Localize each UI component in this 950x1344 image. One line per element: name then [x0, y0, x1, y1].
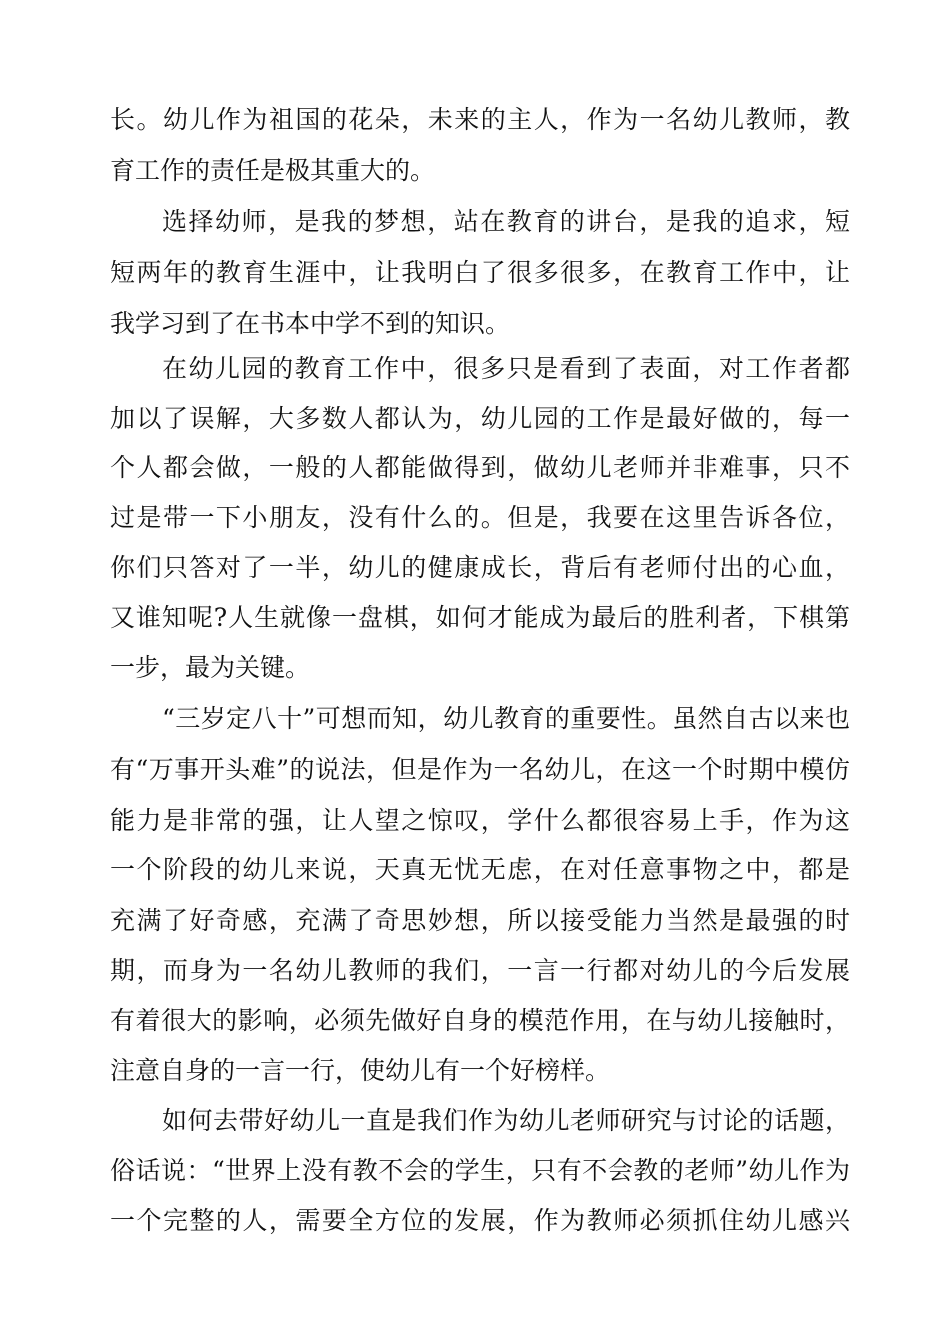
text-line: “三岁定八十”可想而知，幼儿教育的重要性。虽然自古以来也: [162, 704, 850, 733]
text-line: 过是带一下小朋友，没有什么的。但是，我要在这里告诉各位，: [110, 503, 850, 532]
text-line: 短两年的教育生涯中，让我明白了很多很多，在教育工作中，让: [110, 258, 850, 287]
text-line: 一个阶段的幼儿来说，天真无忧无虑，在对任意事物之中，都是: [110, 855, 850, 884]
text-line: 又谁知呢?人生就像一盘棋，如何才能成为最后的胜利者，下棋第: [110, 603, 850, 632]
text-line: 俗话说：“世界上没有教不会的学生，只有不会教的老师”幼儿作为: [110, 1156, 850, 1185]
text-line: 选择幼师，是我的梦想，站在教育的讲台，是我的追求，短: [162, 207, 850, 236]
text-line: 一个完整的人，需要全方位的发展，作为教师必须抓住幼儿感兴: [110, 1206, 850, 1235]
text-line: 如何去带好幼儿一直是我们作为幼儿老师研究与讨论的话题，: [162, 1106, 850, 1135]
text-line: 个人都会做，一般的人都能做得到，做幼儿老师并非难事，只不: [110, 453, 850, 482]
text-line: 充满了好奇感，充满了奇思妙想，所以接受能力当然是最强的时: [110, 906, 850, 935]
text-line: 长。幼儿作为祖国的花朵，未来的主人，作为一名幼儿教师，教: [110, 105, 850, 134]
text-line: 我学习到了在书本中学不到的知识。: [110, 309, 511, 338]
text-line: 注意自身的一言一行，使幼儿有一个好榜样。: [110, 1056, 611, 1085]
text-line: 能力是非常的强，让人望之惊叹，学什么都很容易上手，作为这: [110, 806, 850, 835]
text-line: 期，而身为一名幼儿教师的我们，一言一行都对幼儿的今后发展: [110, 956, 850, 985]
text-line: 有着很大的影响，必须先做好自身的模范作用，在与幼儿接触时，: [110, 1006, 850, 1035]
text-line: 加以了误解，大多数人都认为，幼儿园的工作是最好做的，每一: [110, 404, 850, 433]
text-line: 一步，最为关键。: [110, 653, 311, 682]
text-line: 有“万事开头难”的说法，但是作为一名幼儿，在这一个时期中模仿: [110, 755, 850, 784]
text-line: 你们只答对了一半，幼儿的健康成长，背后有老师付出的心血，: [110, 553, 850, 582]
text-line: 育工作的责任是极其重大的。: [110, 156, 436, 185]
text-line: 在幼儿园的教育工作中，很多只是看到了表面，对工作者都: [162, 354, 850, 383]
